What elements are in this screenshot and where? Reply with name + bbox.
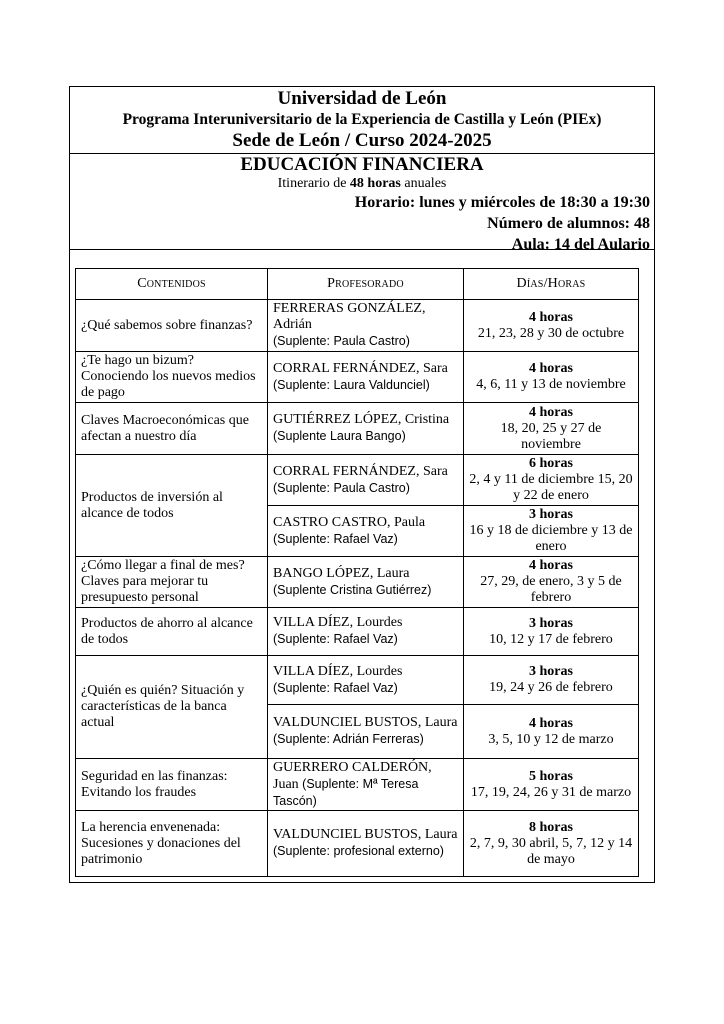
itinerary-suffix: anuales (400, 176, 447, 191)
teacher-cell (268, 455, 464, 506)
header-contents: Contenidos (76, 269, 268, 300)
room-line: Aula: 14 del Aulario (511, 236, 650, 253)
dates: 17, 19, 24, 26 y 31 de marzo (470, 784, 632, 800)
teacher-cell (268, 352, 464, 403)
hours: 3 horas (529, 615, 573, 631)
table-row (76, 608, 639, 656)
campus-course: Sede de León / Curso 2024-2025 (232, 130, 492, 151)
dates: 21, 23, 28 y 30 de octubre (477, 325, 625, 341)
dates-cell (464, 759, 639, 811)
teacher-name: GUTIÉRREZ LÓPEZ, Cristina (273, 412, 450, 427)
table-row (76, 300, 639, 352)
table-row (76, 403, 639, 455)
table-row (76, 656, 639, 705)
teacher-name: GUERRERO CALDERÓN, Juan (273, 759, 432, 792)
dates-cell (464, 705, 639, 759)
hours: 3 horas (529, 664, 573, 679)
course-header (70, 153, 654, 253)
dates-cell (464, 557, 639, 608)
teacher-cell (268, 656, 464, 705)
substitute: (Suplente Cristina Gutiérrez) (273, 582, 432, 597)
institution-header (70, 87, 654, 154)
dates: 18, 20, 25 y 27 de noviembre (500, 420, 602, 452)
teacher-name: VALDUNCIEL BUSTOS, Laura (273, 715, 458, 730)
substitute: (Suplente: Mª Teresa Tascón) (273, 776, 419, 808)
substitute: (Suplente: profesional externo) (273, 844, 444, 858)
dates-cell (464, 403, 639, 455)
teacher-name: BANGO LÓPEZ, Laura (273, 565, 410, 581)
students-line: Número de alumnos: 48 (487, 215, 650, 232)
teacher-name: VILLA DÍEZ, Lourdes (273, 615, 403, 630)
header-dates: Días/Horas (464, 269, 639, 300)
content-cell: ¿Cómo llegar a final de mes? Claves para mejorar tu presupuesto personal (76, 557, 268, 608)
dates-cell (464, 300, 639, 352)
table-header-row (76, 269, 639, 300)
hours: 4 horas (529, 558, 573, 573)
teacher-name: VILLA DÍEZ, Lourdes (273, 663, 403, 679)
teacher-name: FERRERAS GONZÁLEZ, Adrián (273, 301, 426, 332)
teacher-name: CORRAL FERNÁNDEZ, Sara (273, 360, 448, 376)
hours: 8 horas (529, 819, 573, 835)
substitute: (Suplente: Laura Valdunciel) (273, 377, 430, 392)
content-cell: ¿Quién es quién? Situación y características de la banca actual (76, 656, 268, 759)
teacher-name: CASTRO CASTRO, Paula (273, 514, 426, 530)
teacher-name: VALDUNCIEL BUSTOS, Laura (273, 827, 458, 842)
dates-cell (464, 608, 639, 656)
hours: 5 horas (529, 768, 573, 784)
dates: 10, 12 y 17 de febrero (489, 631, 613, 647)
dates-cell (464, 506, 639, 557)
schedule-table (75, 268, 639, 877)
itinerary-line (70, 176, 654, 192)
substitute: (Suplente: Adrián Ferreras) (273, 732, 424, 746)
table-row (76, 759, 639, 811)
substitute: (Suplente: Rafael Vaz) (273, 632, 398, 646)
teacher-cell (268, 811, 464, 877)
dates: 16 y 18 de diciembre y 13 de enero (469, 523, 633, 554)
hours: 6 horas (529, 456, 573, 471)
teacher-cell (268, 759, 464, 811)
dates-cell (464, 455, 639, 506)
substitute: (Suplente: Paula Castro) (273, 480, 410, 495)
substitute: (Suplente: Paula Castro) (273, 334, 410, 348)
substitute: (Suplente: Rafael Vaz) (273, 680, 398, 695)
table-row (76, 811, 639, 877)
header-teachers: Profesorado (268, 269, 464, 300)
dates: 3, 5, 10 y 12 de marzo (488, 731, 614, 747)
teacher-cell (268, 300, 464, 352)
table-row (76, 352, 639, 403)
hours: 4 horas (529, 715, 573, 731)
table-row (76, 455, 639, 506)
university-name: Universidad de León (277, 88, 447, 109)
itinerary-hours: 48 horas (349, 176, 401, 191)
content-cell: ¿Te hago un bizum? Conociendo los nuevos medios de pago (76, 352, 268, 403)
content-cell: ¿Qué sabemos sobre finanzas? (76, 300, 268, 352)
dates-cell (464, 811, 639, 877)
dates: 2, 7, 9, 30 abril, 5, 7, 12 y 14 de mayo (469, 835, 633, 867)
content-cell: Productos de ahorro al alcance de todos (76, 608, 268, 656)
dates-cell (464, 352, 639, 403)
table-row (76, 557, 639, 608)
substitute: (Suplente Laura Bango) (273, 429, 406, 443)
dates: 19, 24 y 26 de febrero (489, 680, 613, 695)
content-cell: La herencia envenenada: Sucesiones y donaciones del patrimonio (76, 811, 268, 877)
teacher-cell (268, 608, 464, 656)
dates: 2, 4 y 11 de diciembre 15, 20 y 22 de enero (469, 472, 633, 503)
teacher-cell (268, 705, 464, 759)
teacher-cell (268, 557, 464, 608)
teacher-cell (268, 506, 464, 557)
dates: 27, 29, de enero, 3 y 5 de febrero (480, 574, 622, 605)
itinerary-prefix: Itinerario de (277, 176, 350, 191)
hours: 4 horas (529, 309, 573, 325)
teacher-name: CORRAL FERNÁNDEZ, Sara (273, 463, 448, 479)
course-title: EDUCACIÓN FINANCIERA (240, 154, 484, 175)
schedule-line: Horario: lunes y miércoles de 18:30 a 19:30 (354, 194, 650, 211)
content-cell: Productos de inversión al alcance de todos (76, 455, 268, 557)
hours: 4 horas (529, 404, 573, 420)
hours: 3 horas (529, 507, 573, 522)
substitute: (Suplente: Rafael Vaz) (273, 531, 398, 546)
content-cell: Claves Macroeconómicas que afectan a nuestro día (76, 403, 268, 455)
teacher-cell (268, 403, 464, 455)
dates-cell (464, 656, 639, 705)
program-name: Programa Interuniversitario de la Experiencia de Castilla y León (PIEx) (122, 111, 602, 128)
dates: 4, 6, 11 y 13 de noviembre (476, 377, 626, 392)
content-cell: Seguridad en las finanzas: Evitando los fraudes (76, 759, 268, 811)
hours: 4 horas (529, 361, 573, 376)
